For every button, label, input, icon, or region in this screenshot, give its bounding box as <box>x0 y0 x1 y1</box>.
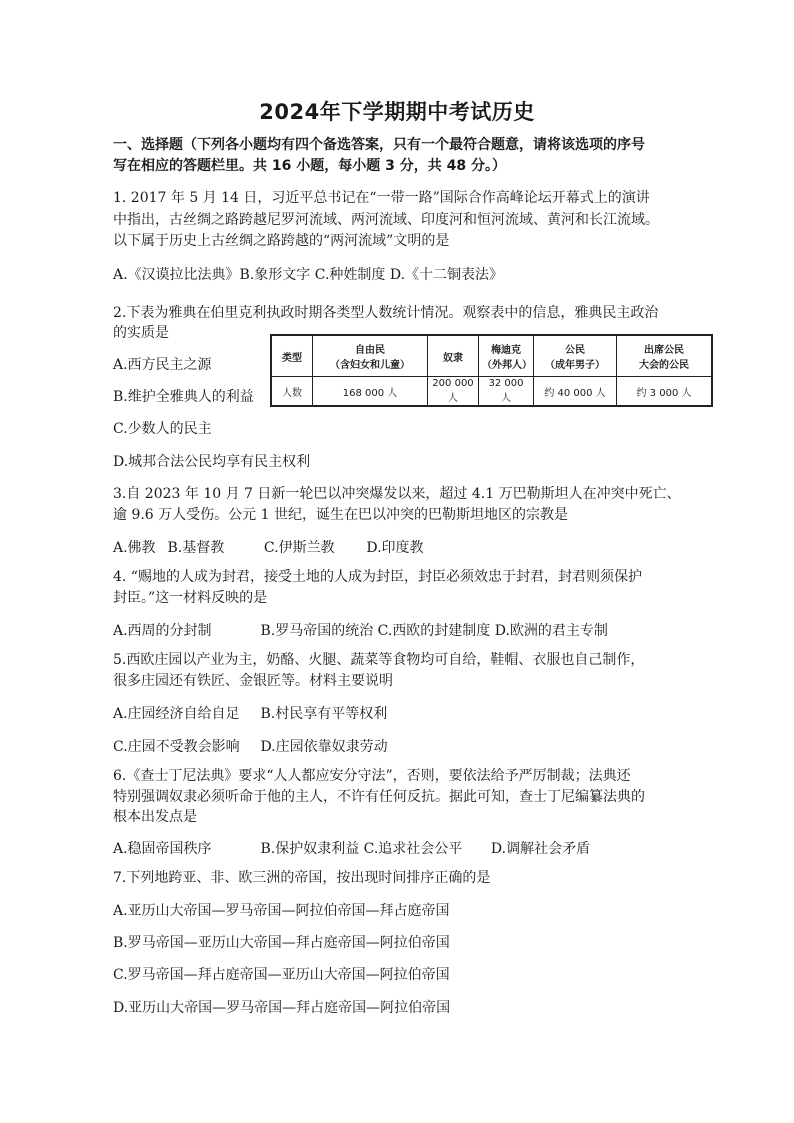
q6-text: 特别强调奴隶必须听命于他的主人，不许有任何反抗。据此可知，查士丁尼编纂法典的 <box>113 789 645 805</box>
q7-text: 7.下列地跨亚、非、欧三洲的帝国，按出现时间排序正确的是 <box>113 870 491 886</box>
q6-text: 6.《查士丁尼法典》要求“人人都应安分守法”，否则，要依法给予严厉制裁；法典还 <box>113 768 631 784</box>
q4-option-bcd: B.罗马帝国的统治 C.西欧的封建制度 D.欧洲的君主专制 <box>260 623 608 639</box>
table-cell: 168 000 人 <box>313 377 428 407</box>
table-cell: 约 40 000 人 <box>534 377 617 407</box>
q6-text: 根本出发点是 <box>113 809 197 825</box>
section-heading-line: 一、选择题（下列各小题均有四个备选答案，只有一个最符合题意，请将该选项的序号 <box>113 137 645 153</box>
q7-option-b: B.罗马帝国—亚历山大帝国—拜占庭帝国—阿拉伯帝国 <box>113 935 450 951</box>
table-header-cell <box>313 335 428 377</box>
table-header-cell <box>617 335 713 377</box>
q5-option-c: C.庄园不受教会影响 <box>113 739 240 755</box>
q6-option-a: A.稳固帝国秩序 <box>113 841 212 857</box>
q6-options <box>113 838 590 858</box>
q1-text: 1. 2017 年 5 月 14 日，习近平总书记在“一带一路”国际合作高峰论坛开幕式上的演讲 <box>113 190 650 206</box>
q5-option-d: D.庄园依靠奴隶劳动 <box>260 739 388 755</box>
table-header-text: 大会的公民 <box>639 360 689 371</box>
q2-option-d: D.城邦合法公民均享有民主权利 <box>113 454 311 470</box>
table-row <box>271 377 712 407</box>
table-header-text: （外邦人） <box>482 360 532 371</box>
section-heading-line: 写在相应的答题栏里。共 16 小题，每小题 3 分，共 48 分。） <box>113 158 506 174</box>
table-cell: 200 000 人 <box>428 377 479 407</box>
q2-option-c: C.少数人的民主 <box>113 421 212 437</box>
q7-option-a: A.亚历山大帝国—罗马帝国—阿拉伯帝国—拜占庭帝国 <box>113 903 450 919</box>
table-header-text: 公民 <box>565 345 585 356</box>
q3-option-a: A.佛教 <box>113 540 156 556</box>
table-header-text: 出席公民 <box>644 345 684 356</box>
page-title: 2024年下学期期中考试历史 <box>259 100 535 124</box>
q4-options <box>113 620 608 640</box>
q4-text: 封臣。”这一材料反映的是 <box>113 590 268 606</box>
table-cell: 32 000 人 <box>479 377 534 407</box>
q6-option-bc: B.保护奴隶利益 C.追求社会公平 <box>260 841 463 857</box>
q5-text: 5.西欧庄园以产业为主，奶酪、火腿、蔬菜等食物均可自给，鞋帽、衣服也自己制作， <box>113 652 645 668</box>
q2-text: 2.下表为雅典在伯里克利执政时期各类型人数统计情况。观察表中的信息，雅典民主政治 <box>113 305 659 321</box>
table-header-cell <box>534 335 617 377</box>
table-header-text: （成年男子） <box>545 360 605 371</box>
q4-text: 4. “赐地的人成为封君，接受土地的人成为封臣，封臣必须效忠于封君，封君则须保护 <box>113 569 642 585</box>
q1-text: 中指出，古丝绸之路跨越尼罗河流域、两河流域、印度河和恒河流域、黄河和长江流域。 <box>113 212 659 228</box>
q1-options: A.《汉谟拉比法典》B.象形文字 C.种姓制度 D.《十二铜表法》 <box>113 267 504 283</box>
section-heading <box>113 135 713 177</box>
q2-option-b: B.维护全雅典人的利益 <box>113 389 254 405</box>
table-header-cell <box>479 335 534 377</box>
table-header-cell: 类型 <box>271 335 313 377</box>
q4-option-a: A.西周的分封制 <box>113 623 212 639</box>
q5-option-b: B.村民享有平等权利 <box>260 706 388 722</box>
table-header-text: 自由民 <box>355 345 385 356</box>
q2-option-a: A.西方民主之源 <box>113 357 212 373</box>
athens-population-table <box>270 334 713 407</box>
q5-options-row1 <box>113 703 387 723</box>
q6-option-d: D.调解社会矛盾 <box>490 841 591 857</box>
q7-option-d: D.亚历山大帝国—罗马帝国—拜占庭帝国—阿拉伯帝国 <box>113 1000 451 1016</box>
q5-text: 很多庄园还有铁匠、金银匠等。材料主要说明 <box>113 673 393 689</box>
q3-option-b: B.基督教 <box>167 540 225 556</box>
q2-text: 的实质是 <box>113 325 169 341</box>
table-cell: 约 3 000 人 <box>617 377 713 407</box>
q5-option-a: A.庄园经济自给自足 <box>113 706 240 722</box>
table-header-row <box>271 335 712 377</box>
table-header-cell: 奴隶 <box>428 335 479 377</box>
q3-option-d: D.印度教 <box>366 540 424 556</box>
table-header-text: （含妇女和儿童） <box>330 360 410 371</box>
table-header-text: 梅迪克 <box>491 345 521 356</box>
q3-text: 逾 9.6 万人受伤。公元 1 世纪，诞生在巴以冲突的巴勒斯坦地区的宗教是 <box>113 507 568 523</box>
q7-option-c: C.罗马帝国—拜占庭帝国—亚历山大帝国—阿拉伯帝国 <box>113 967 450 983</box>
q3-option-c: C.伊斯兰教 <box>263 540 335 556</box>
q1-text: 以下属于历史上古丝绸之路跨越的“两河流域”文明的是 <box>113 233 450 249</box>
q5-options-row2 <box>113 736 388 756</box>
table-cell: 人数 <box>271 377 313 407</box>
q3-options <box>113 537 424 557</box>
q3-text: 3.自 2023 年 10 月 7 日新一轮巴以冲突爆发以来，超过 4.1 万巴勒斯坦人在冲突中死亡、 <box>113 486 681 502</box>
